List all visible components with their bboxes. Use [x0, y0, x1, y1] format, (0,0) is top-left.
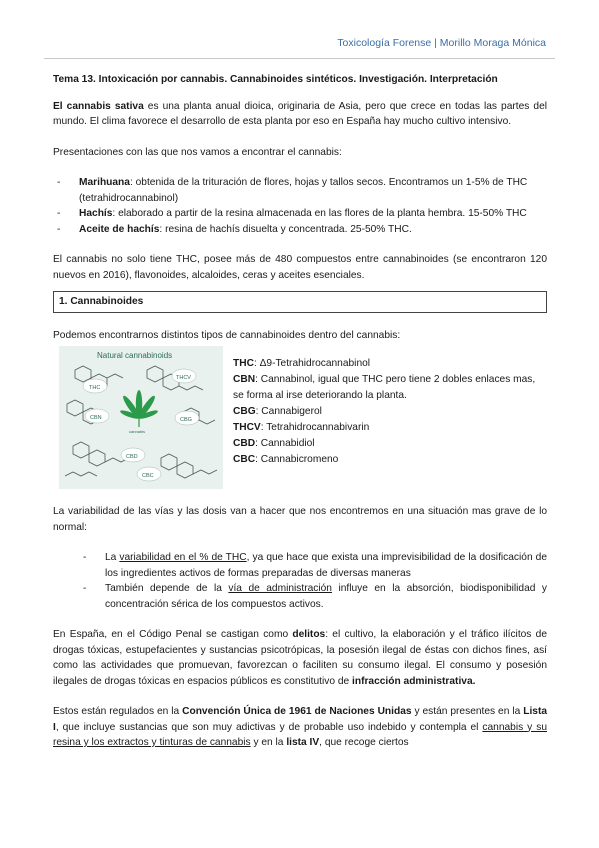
intro-term: El cannabis sativa — [53, 100, 144, 112]
svg-text:cannabis: cannabis — [129, 429, 146, 434]
list-item: - También depende de la vía de administración influye en la absorción, biodisponibilidad y concentración sérica de los compuestos activos. — [53, 581, 547, 612]
list-item: - Aceite de hachís: resina de hachís disuelta y concentrada. 25-50% THC. — [53, 222, 547, 238]
document-title: Tema 13. Intoxicación por cannabis. Cannabinoides sintéticos. Investigación. Interpretación — [53, 74, 498, 85]
intro-paragraph: El cannabis sativa es una planta anual dioica, originaria de Asia, pero que crece en todas las partes del mundo. El clima favorece el desarrollo de esta planta por eso en España hay mucho cultivo intensivo. — [53, 100, 547, 127]
compuestos-paragraph: El cannabis no solo tiene THC, posee más de 480 compuestos entre cannabinoides (se encontraron 120 nuevos en 2016), flavonoides, alcaloides, ceras y aceites esenciales. — [53, 254, 547, 281]
natural-cannabinoids-figure — [59, 346, 223, 489]
page-header: Toxicología Forense | Morillo Moraga Mónica — [337, 37, 546, 49]
list-item: - Hachís: elaborado a partir de la resina almacenada en las flores de la planta hembra. 15-50% THC — [53, 206, 547, 222]
list-item: - La variabilidad en el % de THC, ya que hace que exista una imprevisibilidad de la dosificación de los ingredientes activos de formas preparadas de diversas maneras — [53, 550, 547, 581]
document-body — [53, 72, 547, 751]
cannabinoides-lead: Podemos encontrarnos distintos tipos de cannabinoides dentro del cannabis: — [53, 329, 401, 341]
cannabinoid-list — [233, 356, 547, 489]
list-item: CBG: Cannabigerol — [233, 406, 322, 417]
list-item: CBC: Cannabicromeno — [233, 454, 339, 465]
list-item: THC: Δ9-Tetrahidrocannabinol — [233, 358, 371, 369]
svg-text:CBD: CBD — [126, 454, 138, 460]
variabilidad-lead: La variabilidad de las vías y las dosis van a hacer que nos encontremos en una situación mas grave de lo normal: — [53, 506, 547, 533]
list-item: CBD: Cannabidiol — [233, 438, 315, 449]
list-item: CBN: Cannabinol, igual que THC pero tiene 2 dobles enlaces mas, se forma al irse deteriorando la planta. — [233, 374, 536, 401]
svg-text:CBG: CBG — [180, 417, 192, 423]
svg-text:CBN: CBN — [90, 415, 102, 421]
header-rule — [44, 58, 555, 59]
convencion-paragraph: Estos están regulados en la Convención Única de 1961 de Naciones Unidas y están presentes en la Lista I, que incluye sustancias que son muy adictivas y de probable uso indebido y contempla el cannabis y su resina y los extractos y tinturas de cannabis y en la lista IV, que recoge ciertos — [53, 706, 547, 748]
section-heading: 1. Cannabinoides — [53, 291, 547, 313]
figure-title: Natural cannabinoids — [97, 351, 173, 360]
svg-text:THCV: THCV — [176, 375, 191, 381]
variabilidad-list — [53, 550, 547, 612]
presentaciones-list — [53, 175, 547, 237]
svg-text:CBC: CBC — [142, 473, 154, 479]
svg-text:THC: THC — [89, 385, 101, 391]
espana-paragraph: En España, en el Código Penal se castigan como delitos: el cultivo, la elaboración y el tráfico ilícitos de drogas tóxicas, estupefacientes y sustancias psicotrópicas, la posesión ilegal de éstas con dichos fines, así como las actividades que promuevan, favorezcan o faciliten su consumo ilegal. El consumo y posesión ilegales de drogas tóxicas en espacios públicos es constitutivo de infracción administrativa. — [53, 629, 547, 687]
list-item: THCV: Tetrahidrocannabivarin — [233, 422, 370, 433]
list-item: - Marihuana: obtenida de la trituración de flores, hojas y tallos secos. Encontramos un 1-5% de THC (tetrahidrocannabinol) — [53, 175, 547, 206]
presentaciones-lead: Presentaciones con las que nos vamos a encontrar el cannabis: — [53, 146, 342, 158]
